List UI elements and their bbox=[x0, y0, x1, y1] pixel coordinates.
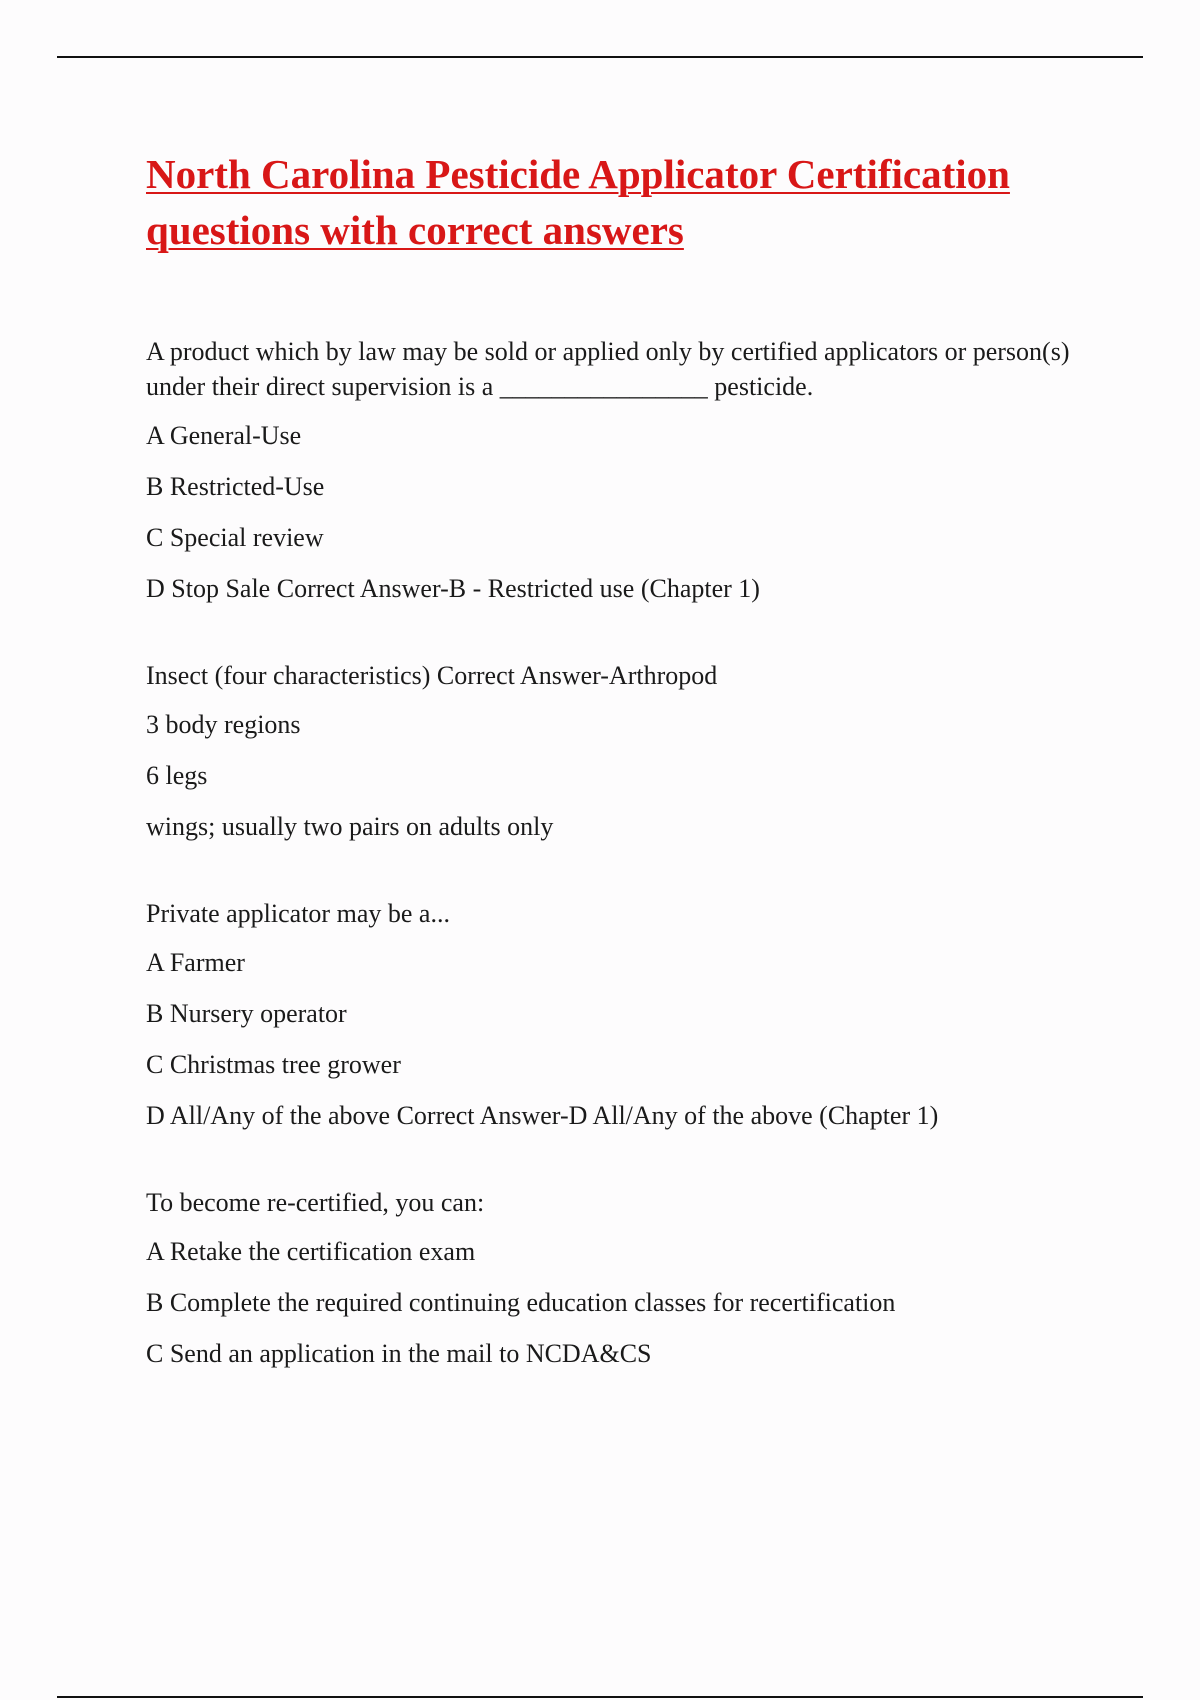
answer-option: C Send an application in the mail to NCDA&CS bbox=[146, 1339, 652, 1368]
question-list bbox=[146, 334, 1106, 1371]
answer-option: A Farmer bbox=[146, 948, 245, 977]
answer-line: 3 body regions bbox=[146, 710, 301, 739]
question-prompt: Insect (four characteristics) Correct Answer-Arthropod bbox=[146, 661, 718, 690]
answer-option: D Stop Sale Correct Answer-B - Restricted use (Chapter 1) bbox=[146, 574, 760, 603]
answer-line: wings; usually two pairs on adults only bbox=[146, 812, 554, 841]
answer-option: A General-Use bbox=[146, 421, 302, 450]
question-prompt: Private applicator may be a... bbox=[146, 899, 450, 928]
answer-line: 6 legs bbox=[146, 761, 208, 790]
question-block bbox=[146, 658, 1106, 844]
question-prompt: To become re-certified, you can: bbox=[146, 1188, 485, 1217]
answer-option: A Retake the certification exam bbox=[146, 1237, 476, 1266]
document-title: North Carolina Pesticide Applicator Certification questions with correct answers bbox=[146, 151, 1010, 253]
document-content bbox=[146, 146, 1106, 1423]
answer-option: B Complete the required continuing education classes for recertification bbox=[146, 1288, 896, 1317]
question-prompt: A product which by law may be sold or applied only by certified applicators or person(s) under their direct supervision is a ________________ pesticide. bbox=[146, 337, 1070, 401]
answer-option: B Nursery operator bbox=[146, 999, 347, 1028]
question-block bbox=[146, 334, 1106, 606]
answer-option: D All/Any of the above Correct Answer-D All/Any of the above (Chapter 1) bbox=[146, 1101, 939, 1130]
answer-option: C Christmas tree grower bbox=[146, 1050, 401, 1079]
question-block bbox=[146, 896, 1106, 1133]
answer-option: B Restricted-Use bbox=[146, 472, 325, 501]
footer-rule bbox=[57, 1696, 1143, 1698]
question-block bbox=[146, 1185, 1106, 1371]
answer-option: C Special review bbox=[146, 523, 324, 552]
header-rule bbox=[57, 56, 1143, 58]
